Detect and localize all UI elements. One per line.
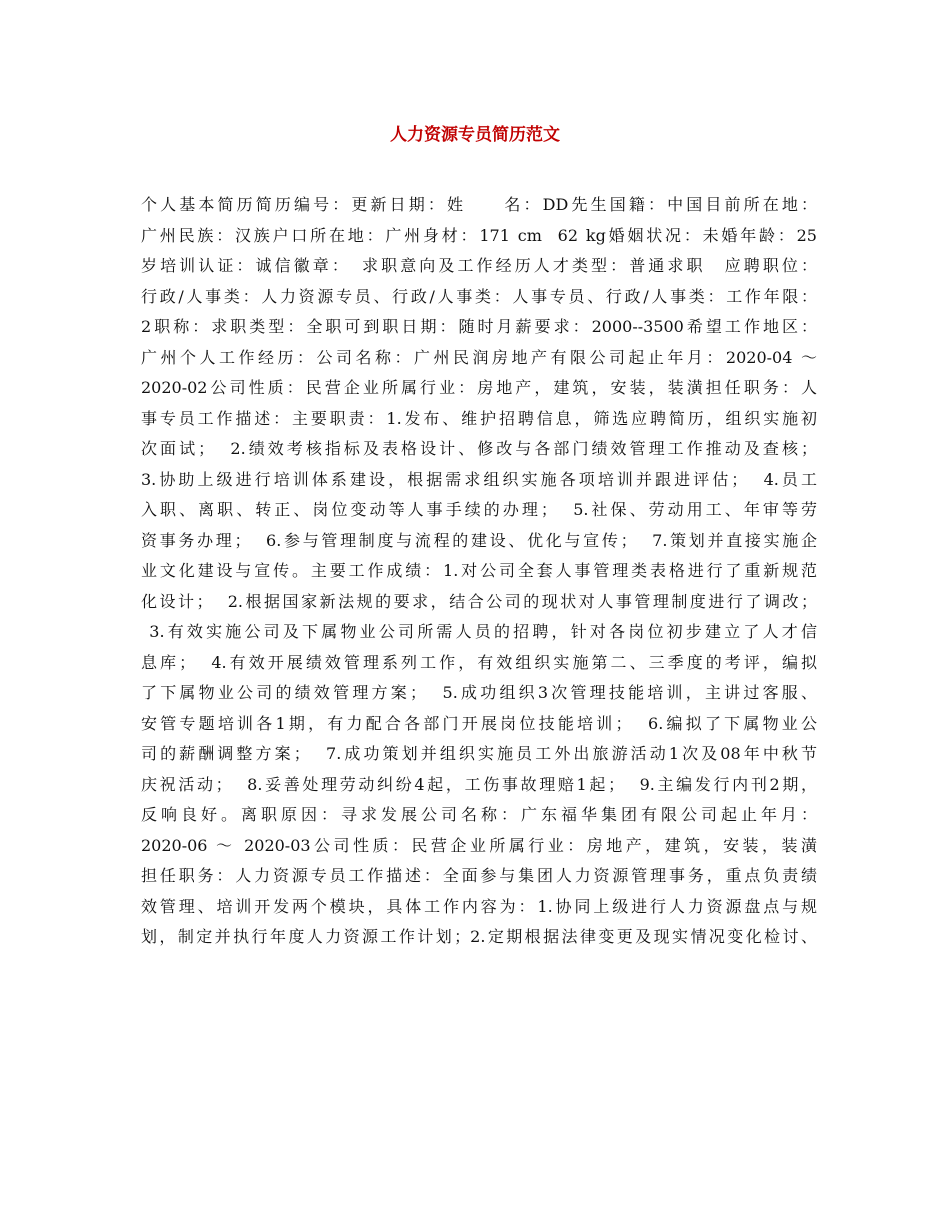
body-line: 担任职务：人力资源专员工作描述：全面参与集团人力资源管理事务，重点负责绩 — [141, 866, 817, 885]
body-line: 息库； 4.有效开展绩效管理系列工作，有效组织实施第二、三季度的考评，编拟 — [141, 652, 817, 672]
body-line: 广州民族：汉族户口所在地：广州身材：171 cm 62 kg婚姻状况：未婚年龄：25 — [141, 225, 817, 245]
body-line: 了下属物业公司的绩效管理方案； 5.成功组织3次管理技能培训，主讲过客服、 — [141, 683, 817, 702]
body-line: 资事务办理； 6.参与管理制度与流程的建设、优化与宣传； 7.策划并直接实施企 — [141, 530, 817, 550]
document-title: 人力资源专员简历范文 — [390, 125, 560, 145]
body-line: 2020-02公司性质：民营企业所属行业：房地产，建筑，安装，装潢担任职务：人 — [141, 378, 817, 397]
body-line: 个人基本简历简历编号：更新日期：姓 名：DD先生国籍：中国目前所在地： — [141, 195, 817, 214]
body-line: 入职、离职、转正、岗位变动等人事手续的办理； 5.社保、劳动用工、年审等劳 — [141, 500, 817, 519]
body-line: 反响良好。离职原因：寻求发展公司名称：广东福华集团有限公司起止年月： — [141, 805, 817, 824]
body-line: 次面试； 2.绩效考核指标及表格设计、修改与各部门绩效管理工作推动及查核； — [141, 439, 817, 458]
body-line: 司的薪酬调整方案； 7.成功策划并组织实施员工外出旅游活动1次及08年中秋节 — [141, 744, 817, 763]
body-line: 广州个人工作经历：公司名称：广州民润房地产有限公司起止年月：2020-04 ～ — [141, 347, 817, 367]
body-line: 岁培训认证：诚信徽章： 求职意向及工作经历人才类型：普通求职 应聘职位： — [141, 256, 817, 275]
body-line: 3.协助上级进行培训体系建设，根据需求组织实施各项培训并跟进评估； 4.员工 — [141, 469, 817, 489]
body-line: 2020-06 ～ 2020-03公司性质：民营企业所属行业：房地产，建筑，安装，装潢 — [141, 835, 817, 855]
body-line: 业文化建设与宣传。主要工作成绩：1.对公司全套人事管理类表格进行了重新规范 — [141, 561, 817, 580]
body-line: 事专员工作描述：主要职责：1.发布、维护招聘信息，筛选应聘简历，组织实施初 — [141, 408, 817, 428]
body-line: 2职称：求职类型：全职可到职日期：随时月薪要求：2000--3500希望工作地区： — [141, 317, 817, 336]
body-line: 划，制定并执行年度人力资源工作计划；2.定期根据法律变更及现实情况变化检讨、 — [141, 927, 817, 946]
body-line: 安管专题培训各1期，有力配合各部门开展岗位技能培训； 6.编拟了下属物业公 — [141, 713, 817, 733]
body-line: 3.有效实施公司及下属物业公司所需人员的招聘，针对各岗位初步建立了人才信 — [141, 622, 817, 641]
body-line: 行政/人事类：人力资源专员、行政/人事类：人事专员、行政/人事类：工作年限： — [141, 286, 817, 306]
resume-body — [141, 190, 817, 953]
body-line: 效管理、培训开发两个模块，具体工作内容为：1.协同上级进行人力资源盘点与规 — [141, 896, 817, 916]
body-line: 庆祝活动； 8.妥善处理劳动纠纷4起，工伤事故理赔1起； 9.主编发行内刊2期， — [141, 774, 817, 794]
body-line: 化设计； 2.根据国家新法规的要求，结合公司的现状对人事管理制度进行了调改； — [141, 591, 817, 611]
